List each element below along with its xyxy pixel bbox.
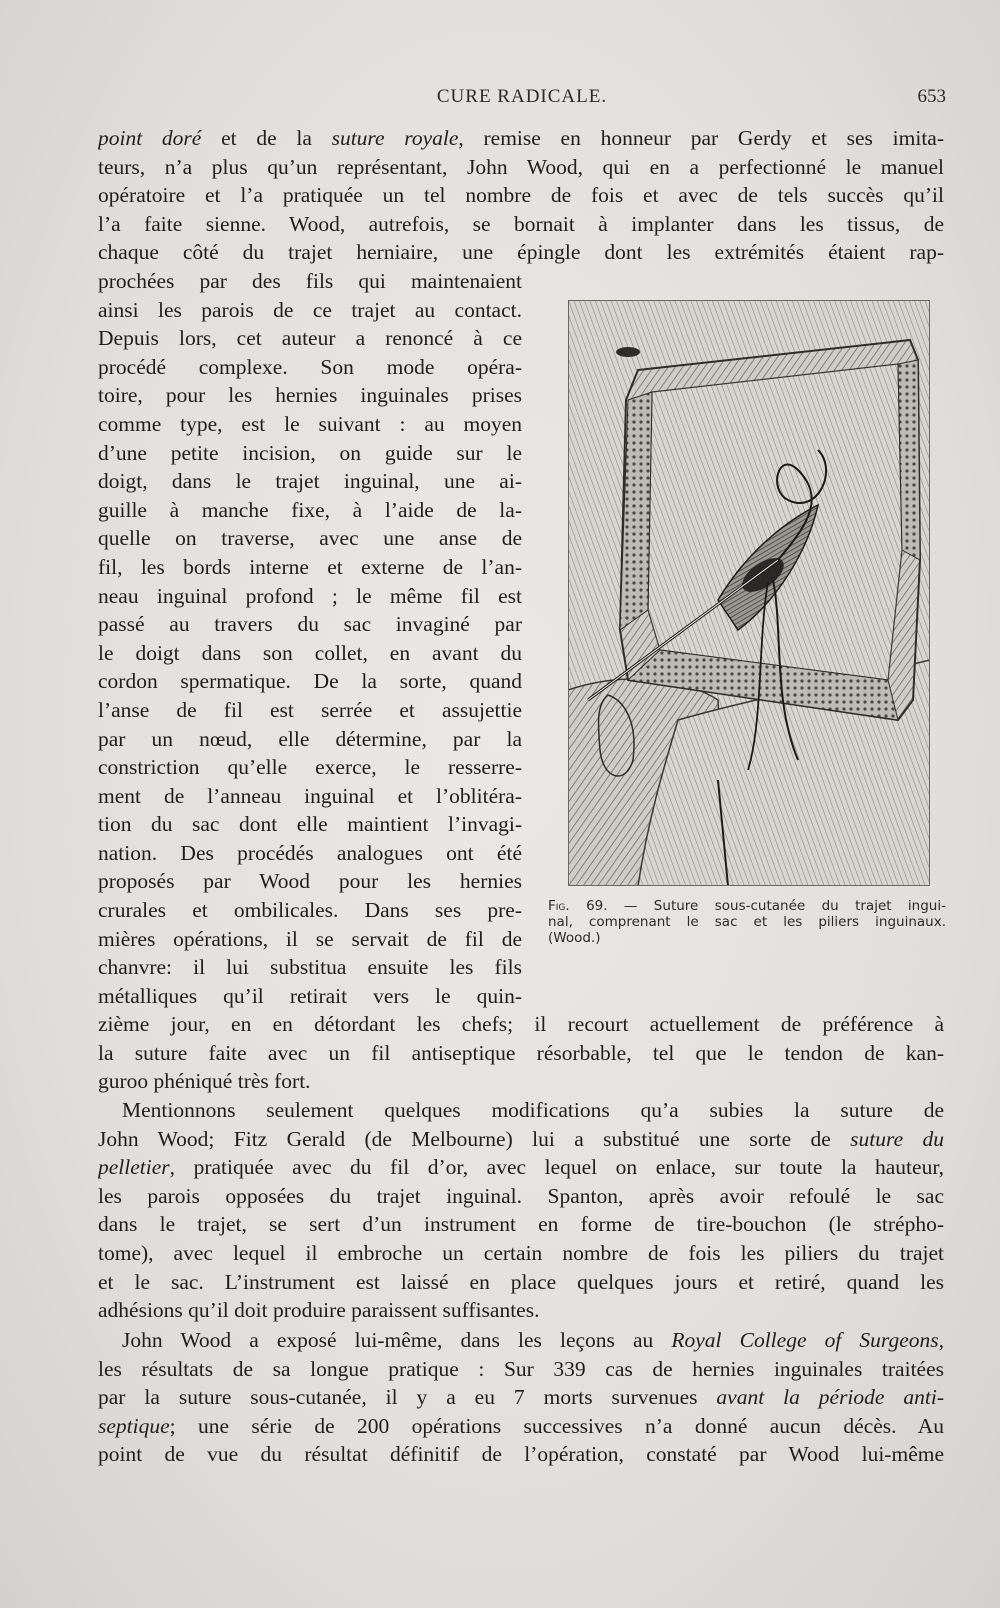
page-number: 653 [917, 86, 946, 107]
text-segment: , [938, 1328, 944, 1352]
text-line: ainsi les parois de ce trajet au contact. [98, 297, 522, 322]
text-line: procédé complexe. Son mode opéra- [98, 354, 522, 379]
text-line: guroo phéniqué très fort. [98, 1069, 311, 1094]
text-line: passé au travers du sac invaginé par [98, 612, 522, 637]
italic-text: point doré [98, 126, 202, 150]
text-line: nation. Des procédés analogues ont été [98, 840, 522, 865]
running-head [98, 86, 946, 116]
text-line [98, 1412, 944, 1441]
text-line [98, 238, 944, 267]
paragraph-1-closing [98, 1010, 944, 1096]
text-segment: , pratiquée avec du fil d’or, avec lequel on enlace, sur toute la hauteur, [169, 1155, 944, 1180]
text-line [98, 1239, 944, 1268]
text-segment: opératoire et l’a pratiquée un tel nombre de fois et avec de tels succès qu’il [98, 183, 944, 208]
text-line [98, 1125, 944, 1154]
italic-text: Royal College of Surgeons [671, 1328, 939, 1352]
text-segment: et le sac. L’instrument est laissé en place quelques jours et retiré, quand les [98, 1269, 944, 1294]
text-line [98, 1326, 944, 1355]
text-line [98, 1383, 944, 1412]
text-line [98, 210, 944, 239]
text-line: guille à manche fixe, à l’aide de la- [98, 497, 522, 522]
text-line: Depuis lors, cet auteur a renoncé à ce [98, 326, 522, 351]
italic-text: suture royale [331, 126, 459, 150]
text-segment: Mentionnons seulement quelques modifications qu’a subies la suture de [122, 1098, 944, 1122]
text-segment: chaque côté du trajet herniaire, une épingle dont les extrémités étaient rap- [98, 240, 944, 265]
text-segment: ; une série de 200 opérations successives n’a donné aucun décès. Au [169, 1413, 944, 1438]
text-line: zième jour, en en détordant les chefs; il recourt actuellement de préférence à [98, 1012, 944, 1036]
figure-label: Fig. 69. [548, 898, 608, 914]
text-line: la suture faite avec un fil antiseptique résorbable, tel que le tendon de kan- [98, 1040, 944, 1065]
paragraph-1-column [98, 267, 522, 1010]
engraving-illustration [568, 300, 930, 886]
text-line: métalliques qu’il retirait vers le quin- [98, 983, 522, 1008]
text-line [98, 1096, 944, 1125]
text-line [98, 1153, 944, 1182]
text-segment: John Wood a exposé lui-même, dans les leçons au [122, 1328, 672, 1352]
text-line: toire, pour les hernies inguinales prises [98, 383, 522, 408]
italic-text: avant la période anti- [716, 1385, 944, 1410]
text-line [98, 1182, 944, 1211]
paragraph-3 [98, 1326, 944, 1469]
text-line: prochées par des fils qui maintenaient [98, 269, 522, 293]
text-line: mières opérations, il se servait de fil de [98, 926, 522, 951]
caption-line-2: nal, comprenant le sac et les piliers inguinaux. [548, 914, 946, 930]
text-line: ment de l’anneau inguinal et l’oblitéra- [98, 783, 522, 808]
text-line: le doigt dans son collet, en avant du [98, 640, 522, 665]
text-line [98, 153, 944, 182]
text-line: crurales et ombilicales. Dans ses pre- [98, 898, 522, 923]
text-line: fil, les bords interne et externe de l’an- [98, 554, 522, 579]
text-line: neau inguinal profond ; le même fil est [98, 583, 522, 608]
figure-69-illustration [568, 300, 930, 886]
text-line: d’une petite incision, on guide sur le [98, 440, 522, 465]
text-segment: l’a faite sienne. Wood, autrefois, se bornait à implanter dans les tissus, de [98, 211, 944, 236]
text-segment: et de la [201, 126, 332, 150]
caption-line-3: (Wood.) [548, 930, 601, 946]
text-line [98, 1355, 944, 1384]
text-segment: dans le trajet, se sert d’un instrument en forme de tire-bouchon (le strépho- [98, 1212, 944, 1237]
text-segment: John Wood; Fitz Gerald (de Melbourne) lui a substitué une sorte de [98, 1126, 851, 1151]
text-segment: adhésions qu’il doit produire paraissent suffisantes. [98, 1298, 540, 1323]
text-segment: tome), avec lequel il embroche un certain nombre de fois les piliers du trajet [98, 1240, 944, 1265]
text-line: quelle on traverse, avec une anse de [98, 526, 522, 551]
caption-line-1 [548, 898, 946, 914]
text-line: proposés par Wood pour les hernies [98, 869, 522, 894]
italic-text: pelletier [98, 1155, 170, 1180]
text-line [98, 124, 944, 153]
paragraph-1-opening [98, 124, 944, 267]
text-line: constriction qu’elle exerce, le resserre- [98, 755, 522, 780]
text-line: doigt, dans le trajet inguinal, une ai- [98, 469, 522, 494]
caption-text-1: — Suture sous-cutanée du trajet ingui- [607, 898, 946, 914]
text-line: tion du sac dont elle maintient l’invagi- [98, 812, 522, 837]
text-segment: teurs, n’a plus qu’un représentant, John Wood, qui en a perfectionné le manuel [98, 154, 944, 179]
italic-text: septique [98, 1413, 170, 1438]
text-line: chanvre: il lui substitua ensuite les fils [98, 955, 522, 980]
figure-caption [548, 898, 946, 946]
running-title: CURE RADICALE. [436, 86, 608, 107]
italic-text: suture du [850, 1126, 944, 1151]
text-line [98, 1210, 944, 1239]
text-segment: les parois opposées du trajet inguinal. Spanton, après avoir refoulé le sac [98, 1183, 944, 1208]
text-line: cordon spermatique. De la sorte, quand [98, 669, 522, 694]
text-segment: les résultats de sa longue pratique : Sur 339 cas de hernies inguinales traitées [98, 1356, 944, 1381]
text-line [98, 181, 944, 210]
text-segment: , remise en honneur par Gerdy et ses imita- [458, 126, 944, 150]
text-line: comme type, est le suivant : au moyen [98, 411, 522, 436]
text-segment: par la suture sous-cutanée, il y a eu 7 morts survenues [98, 1385, 717, 1410]
text-segment: point de vue du résultat définitif de l’opération, constaté par Wood lui-même [98, 1442, 944, 1467]
text-line [98, 1296, 944, 1325]
paragraph-2 [98, 1096, 944, 1325]
text-line [98, 1440, 944, 1469]
text-line: l’anse de fil est serrée et assujettie [98, 697, 522, 722]
text-line: par un nœud, elle détermine, par la [98, 726, 522, 751]
text-line [98, 1268, 944, 1297]
